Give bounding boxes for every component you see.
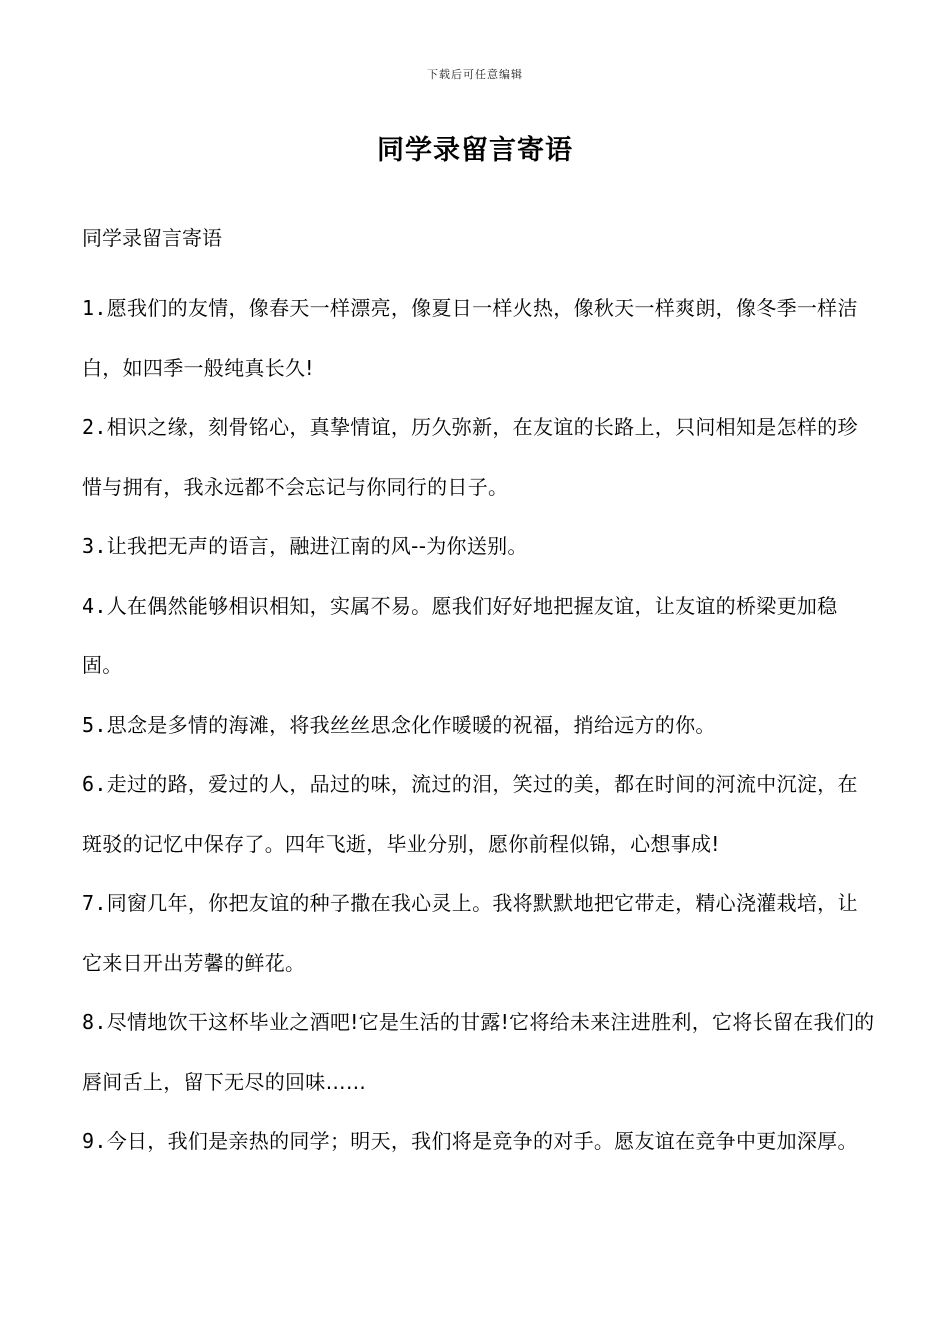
message-entry-6 [82, 755, 877, 874]
entry-text: 愿我们的友情，像春天一样漂亮，像夏日一样火热，像秋天一样爽朗，像冬季一样洁白，如四季一般纯真长久! [82, 296, 858, 380]
entry-number: 7. [82, 891, 107, 915]
message-entry-4 [82, 577, 877, 696]
entry-number: 9. [82, 1129, 107, 1153]
message-entry-5 [82, 696, 877, 756]
entry-text: 思念是多情的海滩，将我丝丝思念化作暖暖的祝福，捎给远方的你。 [106, 712, 716, 737]
entry-text: 相识之缘，刻骨铭心，真挚情谊，历久弥新，在友谊的长路上，只问相知是怎样的珍惜与拥有，我永远都不会忘记与你同行的日子。 [82, 415, 858, 499]
message-entry-3 [82, 517, 877, 577]
message-entry-9 [82, 1112, 877, 1172]
document-body [82, 220, 877, 1172]
header-note: 下载后可任意编辑 [427, 68, 523, 81]
entry-text: 尽情地饮干这杯毕业之酒吧!它是生活的甘露!它将给未来注进胜利，它将长留在我们的唇间舌上，留下无尽的回味…… [82, 1010, 875, 1094]
entry-number: 4. [82, 593, 107, 618]
entry-text: 同窗几年，你把友谊的种子撒在我心灵上。我将默默地把它带走，精心浇灌栽培，让它来日开出芳馨的鲜花。 [82, 891, 858, 975]
entry-text: 走过的路，爱过的人，品过的味，流过的泪，笑过的美，都在时间的河流中沉淀，在斑驳的记忆中保存了。四年飞逝，毕业分别，愿你前程似锦，心想事成! [82, 772, 858, 856]
entry-number: 2. [82, 415, 107, 439]
entry-number: 1. [82, 296, 107, 320]
message-entry-7 [82, 874, 877, 993]
entry-text: 让我把无声的语言，融进江南的风--为你送别。 [106, 534, 528, 558]
message-entry-1 [82, 279, 877, 398]
entry-number: 5. [82, 712, 107, 737]
entry-number: 3. [82, 534, 107, 558]
message-entry-8 [82, 993, 877, 1112]
entry-number: 6. [82, 772, 107, 796]
message-entry-2 [82, 398, 877, 517]
page-title: 同学录留言寄语 [377, 135, 573, 166]
section-heading: 同学录留言寄语 [82, 226, 222, 250]
entry-number: 8. [82, 1010, 107, 1034]
entry-text: 今日，我们是亲热的同学；明天，我们将是竞争的对手。愿友谊在竞争中更加深厚。 [106, 1129, 858, 1153]
entry-text: 人在偶然能够相识相知，实属不易。愿我们好好地把握友谊，让友谊的桥梁更加稳固。 [82, 593, 838, 677]
